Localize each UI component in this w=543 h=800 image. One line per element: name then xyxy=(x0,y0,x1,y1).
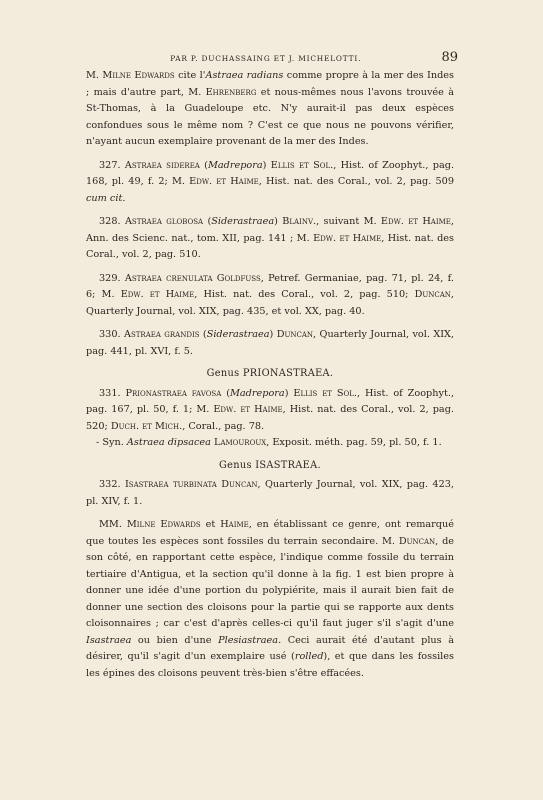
species-name: Prionastraea favosa xyxy=(125,387,222,399)
author-name: Blainv. xyxy=(282,216,317,227)
genus-synonym: Siderastraea xyxy=(206,329,270,340)
text-span: , en établissant ce genre, ont remarqué que toutes les espèces sont fossiles du terrain secondaire. M. xyxy=(86,519,454,547)
text-span: , Hist. nat. des Coral., vol. 2, pag. 510. xyxy=(86,232,455,260)
text-span: , Hist. nat. des Coral., vol. 2, pag. 520; xyxy=(86,404,454,432)
author-name: M. Milne Edwards xyxy=(86,70,175,81)
text-span: ) xyxy=(284,387,294,399)
text-span: ( xyxy=(199,159,208,171)
author-name: Duncan xyxy=(276,329,314,340)
genus-name: Isastraea xyxy=(86,634,132,646)
author-name: Goldfuss xyxy=(216,272,261,284)
author-name: Milne Edwards xyxy=(126,519,201,530)
text-span: ( xyxy=(221,387,230,399)
text-span: , de son côté, en rapportant cette espèce, l'indique comme fossile du terrain tertiaire d'Antigua, et la section qu'il donne à la fig. 1 est bien propre à donner une idée d'une portion du polypiérite, mais il aurait bien fait de donner une section des cloisons pour la partie qui se rapporte aux dents cloisonnaires ; car c'est d'après celles-ci qu'il faut juger s'il s'agit d'une xyxy=(86,535,455,629)
entry-330 xyxy=(86,327,454,360)
author-name: Lamouroux xyxy=(214,437,267,448)
entry-331 xyxy=(86,386,454,436)
text-span: ( xyxy=(199,329,207,340)
text-span: , Petref. Germaniae, pag. 71, pl. 24, f. 6; M. xyxy=(86,272,454,300)
entry-number: 330. xyxy=(99,329,121,340)
author-name: Ellis et Sol. xyxy=(293,387,357,399)
text-span: , Hist. nat. des Coral., vol. 2, pag. 510; xyxy=(194,289,415,300)
text-span: , suivant M. xyxy=(316,216,381,227)
text-span: cite l' xyxy=(174,70,206,81)
genus-synonym: Siderastraea xyxy=(211,216,275,227)
text-span: , Quarterly Journal, vol. XIX, pag. 423, pl. XIV, f. 1. xyxy=(86,479,454,507)
text-span: , Exposit. méth. pag. 59, pl. 50, f. 1. xyxy=(266,437,442,448)
entry-327 xyxy=(86,158,454,208)
author-name: Duch. et Mich. xyxy=(110,420,183,432)
text-span: comme propre à la mer des Indes ; mais d'autre part, M. xyxy=(86,70,454,98)
page-number: 89 xyxy=(441,50,458,65)
text-span: , Hist. nat. des Coral., vol. 2, pag. 509 xyxy=(258,176,455,187)
genus-heading-prionastraea: Genus PRIONASTRAEA. xyxy=(206,368,334,379)
author-name: Edw. et Haime xyxy=(213,404,283,415)
text-span: . Ceci aurait été d'autant plus à désirer, qu'il s'agit d'un exemplaire usé ( xyxy=(86,634,454,662)
text-span: , Ann. des Scienc. nat., tom. XII, pag. 141 ; M. xyxy=(86,216,455,244)
entry-332 xyxy=(86,477,454,510)
paragraph-commentary xyxy=(86,517,454,682)
page-header xyxy=(90,50,458,65)
text-span: , Hist. of Zoophyt., pag. 168, pl. 49, f. 2; M. xyxy=(86,159,455,187)
body-text xyxy=(86,68,454,682)
text-span: , Quarterly Journal, vol. XIX, pag. 441, pl. XVI, f. 5. xyxy=(86,329,455,357)
entry-329 xyxy=(86,271,454,321)
entry-number: 332. xyxy=(99,479,121,490)
synonym-line xyxy=(86,435,454,452)
text-span: ) xyxy=(274,216,283,227)
species-name: Astraea crenulata xyxy=(124,272,213,284)
text-span: ) xyxy=(262,159,271,171)
synonym-lead: - Syn. xyxy=(96,437,127,448)
genus-heading-isastraea: Genus ISASTRAEA. xyxy=(219,459,321,471)
author-name: Edw. et Haime xyxy=(189,176,259,187)
author-name: Duncan xyxy=(414,289,451,300)
text-span: ) xyxy=(269,329,277,340)
author-name: Ellis et Sol. xyxy=(270,159,334,171)
entry-number: 327. xyxy=(99,159,121,171)
genus-synonym: Madrepora xyxy=(229,387,285,399)
text-span: et nous-mêmes nous l'avons trouvée à St-Thomas, à la Guadeloupe etc. N'y aurait-il pas deux espèces confondues sous le même nom ? C'est ce que nous ne pouvons vérifier, n'ayant aucun exemplaire provenant de la mer des Indes. xyxy=(86,86,454,147)
text-span: ( xyxy=(203,216,212,227)
species-name: Astraea radians xyxy=(205,70,284,81)
entry-number: 328. xyxy=(99,216,121,227)
species-name: Isastraea turbinata xyxy=(124,479,217,490)
entry-number: 329. xyxy=(99,272,121,284)
entry-328 xyxy=(86,214,454,264)
genus-name: Plesiastraea xyxy=(218,634,279,646)
running-head: PAR P. DUCHASSAING ET J. MICHELOTTI. xyxy=(170,54,362,63)
author-name: Edw. et Haime xyxy=(380,216,451,227)
species-name: Astraea grandis xyxy=(123,329,200,340)
english-term: rolled xyxy=(294,651,324,662)
text-span: ou bien d'une xyxy=(131,634,219,646)
text-span: ), et que dans les fossiles les épines des cloisons peuvent très-bien s'être effacées. xyxy=(86,651,454,679)
text-span: , Coral., pag. 78. xyxy=(182,420,265,432)
species-name: Astraea globosa xyxy=(124,216,204,227)
author-name: Duncan xyxy=(221,479,258,490)
text-span: et xyxy=(200,519,221,530)
genus-synonym: Madrepora xyxy=(207,159,263,171)
author-name: Duncan xyxy=(398,535,436,547)
author-name: Ehrenberg xyxy=(205,86,257,98)
species-name: Astraea siderea xyxy=(124,159,200,171)
species-name: Astraea dipsacea xyxy=(126,437,211,448)
text-span: , Quarterly Journal, vol. XIX, pag. 435, et vol. XX, pag. 40. xyxy=(86,289,454,317)
paragraph-radians xyxy=(86,68,454,151)
entry-number: 331. xyxy=(99,387,121,399)
text-span: , Hist. of Zoophyt., pag. 167, pl. 50, f. 1; M. xyxy=(86,387,455,415)
author-name: Edw. et Haime xyxy=(120,289,195,300)
author-name: Edw. et Haime xyxy=(313,232,382,244)
author-name: Haime xyxy=(220,519,249,530)
citation-note: cum cit. xyxy=(86,192,126,204)
text-span: MM. xyxy=(99,519,127,530)
